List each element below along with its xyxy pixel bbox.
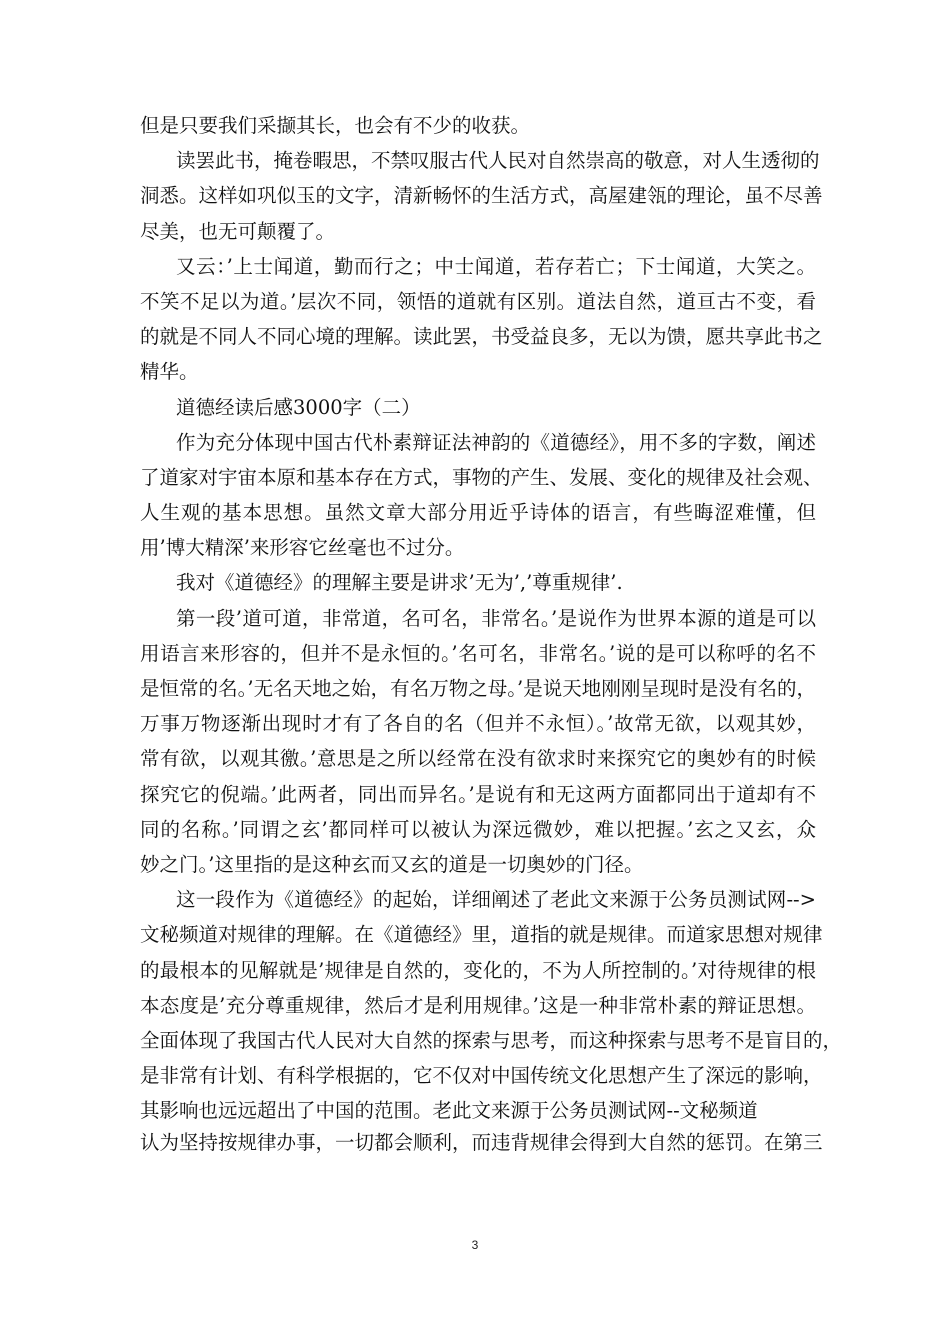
- text-line: 妙之门。’这里指的是这种玄而又玄的道是一切奥妙的门径。: [140, 852, 644, 876]
- body-text: [140, 108, 843, 1158]
- text-line: 是非常有计划、有科学根据的，它不仅对中国传统文化思想产生了深远的影响，: [140, 1064, 823, 1088]
- page-number: 3: [471, 1238, 479, 1252]
- text-line: 作为充分体现中国古代朴素辩证法神韵的《道德经》，用不多的字数，阐述: [176, 430, 816, 454]
- text-line: 认为坚持按规律办事，一切都会顺利，而违背规律会得到大自然的惩罚。在第三: [140, 1131, 823, 1155]
- text-line: 读罢此书，掩卷暇思，不禁叹服古代人民对自然崇高的敬意，对人生透彻的: [176, 149, 820, 173]
- text-line: 又云：’上士闻道，勤而行之；中士闻道，若存若亡；下士闻道，大笑之。: [176, 254, 816, 278]
- text-line: 万事万物逐渐出现时才有了各自的名（但并不永恒）。’故常无欲，以观其妙，: [140, 712, 816, 736]
- text-line: 第一段’道可道，非常道，名可名，非常名。’是说作为世界本源的道是可以: [176, 606, 816, 630]
- text-line: 探究它的倪端。’此两者，同出而异名。’是说有和无这两方面都同出于道却有不: [140, 782, 816, 806]
- text-line: 是恒常的名。’无名天地之始，有名万物之母。’是说天地刚刚呈现时是没有名的，: [140, 677, 816, 700]
- text-line: 人生观的基本思想。虽然文章大部分用近乎诗体的语言，有些晦涩难懂，但: [140, 501, 816, 525]
- text-line: 我对《道德经》的理解主要是讲求’无为’,’尊重规律’.: [176, 571, 623, 595]
- text-line: 洞悉。这样如巩似玉的文字，清新畅怀的生活方式，高屋建瓴的理论，虽不尽善: [140, 184, 823, 208]
- text-line: 其影响也远远超出了中国的范围。老此文来源于公务员测试网--文秘频道: [140, 1099, 758, 1123]
- text-line: 全面体现了我国古代人民对大自然的探索与思考，而这种探索与思考不是盲目的，: [140, 1028, 843, 1052]
- text-line: 这一段作为《道德经》的起始，详细阐述了老此文来源于公务员测试网-->: [176, 888, 816, 912]
- text-line: 的就是不同人不同心境的理解。读此罢，书受益良多，无以为馈，愿共享此书之: [140, 325, 823, 349]
- text-line: 尽美，也无可颠覆了。: [140, 219, 336, 243]
- text-line: 用’博大精深’来形容它丝毫也不过分。: [140, 536, 465, 560]
- text-line: 精华。: [140, 360, 199, 384]
- text-line: 用语言来形容的，但并不是永恒的。’名可名，非常名。’说的是可以称呼的名不: [140, 641, 816, 665]
- text-line: 的最根本的见解就是’规律是自然的，变化的，不为人所控制的。’对待规律的根: [140, 958, 816, 982]
- section-heading: 道德经读后感3000字（二）: [176, 395, 421, 419]
- text-line: 了道家对宇宙本原和基本存在方式，事物的产生、发展、变化的规律及社会观、: [140, 465, 823, 489]
- text-line: 文秘频道对规律的理解。在《道德经》里，道指的就是规律。而道家思想对规律: [140, 923, 823, 947]
- text-line: 同的名称。’同谓之玄’都同样可以被认为深远微妙，难以把握。’玄之又玄，众: [140, 817, 816, 841]
- text-line: 本态度是’充分尊重规律，然后才是利用规律。’这是一种非常朴素的辩证思想。: [140, 993, 816, 1017]
- text-line: 常有欲，以观其徼。’意思是之所以经常在没有欲求时来探究它的奥妙有的时候: [140, 747, 816, 771]
- text-line: 不笑不足以为道。’层次不同，领悟的道就有区别。道法自然，道亘古不变，看: [140, 289, 816, 313]
- text-line: 但是只要我们采撷其长，也会有不少的收获。: [140, 114, 531, 137]
